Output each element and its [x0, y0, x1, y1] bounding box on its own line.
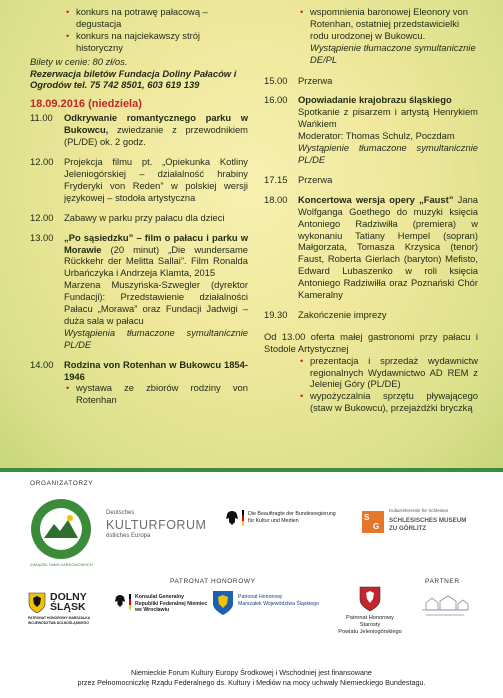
event-time: 15.00 — [264, 74, 288, 86]
partner-logo — [418, 592, 470, 622]
event-row — [30, 112, 248, 148]
starosta-line: Starosty — [359, 622, 381, 628]
museum-city: ZU GÖRLITZ — [389, 525, 427, 532]
dolny-slask-crest-icon — [28, 592, 46, 614]
event-row — [264, 174, 478, 186]
kulturforum-sub: östliches Europa — [106, 533, 151, 539]
kulturforum-logo — [106, 510, 210, 539]
event-time: 17.15 — [264, 173, 288, 185]
partner-heading: PARTNER — [425, 578, 460, 585]
event-time: 19.30 — [264, 308, 288, 320]
beauftragte-line: für Kultur und Medien — [248, 518, 299, 524]
konsulat-line: Republiki Federalnej Niemiec — [135, 600, 208, 607]
starosta-line: Patronat Honorowy — [346, 615, 394, 621]
dolny-slask-name — [50, 592, 87, 612]
list-item: • prezentacja i sprzedaż wydawnictw regionalnych Wydawnictwo AD REM z Jeleniej Góry (PL/DE) — [298, 355, 478, 391]
event-description: Zabawy w parku przy pałacu dla dzieci — [64, 211, 225, 223]
event-details: Jana Wolfganga Goethego do muzyki księcia Antoniego Radziwiłła (premiera) w wykonaniu Tatiany Hempel (sopran) Małgorzata, Tomasza Krzysica (tenor) Faust, Roberta Gierlach (baryton) Mefisto, Edward Lubaszenko w roli księcia Antoniego Radziwiłła oraz Poznański Chór Kameralny — [298, 193, 478, 301]
dolny-line: DOLNY — [50, 591, 87, 603]
starosta-text — [330, 615, 410, 636]
powiat-crest-icon — [359, 586, 381, 612]
event-description — [298, 94, 478, 165]
event-extra: Marzena Muszyńska-Szwegler (dyrektor Fundacji): Przedstawienie działalności Pałacu „Morawa” oraz Fundacji Jadwigi – duża sala w pałacu — [64, 279, 248, 326]
starosta-logo — [330, 586, 410, 636]
program-left-column — [30, 0, 248, 406]
event-row — [30, 359, 248, 407]
event-row — [264, 94, 478, 165]
kulturforum-name: KULTURFORUM — [106, 518, 207, 532]
event-row — [30, 156, 248, 204]
event-description — [64, 359, 248, 407]
food-intro: Od 13.00 oferta małej gastronomi przy pałacu i Stodole Artystycznej — [264, 330, 478, 354]
event-title: Koncertowa wersja opery „Faust” — [298, 193, 454, 205]
flag-stripe — [242, 510, 244, 526]
food-offer — [264, 331, 478, 414]
translation-note: Wystąpienie tłumaczone symultanicznie PL/DE — [298, 142, 478, 165]
event-row — [30, 212, 248, 224]
museum-name: SCHLESISCHES MUSEUM — [389, 517, 467, 524]
event-details: (20 minut) „Die wundersame Rückkehr der Melitta Sallai”. Film Ronalda Urbańczyka i Andrzeja Klamta, 2015 — [64, 243, 248, 279]
konsulat-text — [135, 594, 215, 614]
event-description: Projekcja filmu pt. „Opiekunka Kotliny Jeleniogórskiej – działalność hrabiny Fryderyki von Reden” w polskiej wersji językowej – stodoła artystyczna — [64, 156, 248, 203]
event-time: 13.00 — [30, 231, 54, 243]
event-description — [64, 112, 248, 148]
logos-section — [0, 472, 503, 698]
dolny-slask-patronage: PATRONAT HONOROWY MARSZAŁKA WOJEWÓDZTWA DOLNOŚLĄSKIEGO — [28, 616, 90, 625]
museum-referent: Kulturreferentin für Schlesien — [389, 508, 449, 513]
event-details: Spotkanie z pisarzem i artystą Henrykiem Wańkiem — [298, 106, 478, 130]
starosta-line: Powiatu Jeleniogórskiego — [338, 629, 402, 635]
museum-square-icon: S G — [362, 511, 384, 533]
konsulat-line: Konsulat Generalny — [135, 594, 185, 600]
event-time: 14.00 — [30, 358, 54, 370]
event-time: 18.00 — [264, 193, 288, 205]
event-details: zwiedzanie z przewodnikiem (PL/DE) ok. 2 godz. — [64, 124, 248, 148]
day-heading: 18.09.2016 (niedziela) — [30, 98, 142, 111]
funding-note — [0, 668, 503, 688]
contest-list — [64, 6, 248, 54]
marszalek-line: Patronat Honorowy — [238, 594, 283, 600]
translation-note: Wystąpienia tłumaczone symultanicznie PL/DE — [64, 326, 248, 350]
event-row — [264, 194, 478, 301]
event-moderator: Moderator: Thomas Schulz, Poczdam — [298, 130, 455, 142]
funding-line: przez Pełnomocniczkę Rządu Federalnego ds. Kultury i Mediów na mocy uchwały Niemieckiego Bundestagu. — [77, 678, 426, 687]
event-description: Zakończenie imprezy — [298, 308, 387, 320]
konsulat-line: we Wrocławiu — [135, 607, 170, 614]
beauftragte-line: Die Beauftragte der Bundesregierung — [248, 511, 336, 517]
event-row — [30, 232, 248, 351]
zwiazek-gmin-logo — [30, 498, 93, 567]
marszalek-text — [238, 594, 330, 608]
flag-stripe — [129, 594, 131, 610]
event-time: 11.00 — [30, 112, 53, 124]
organizers-heading: ORGANIZATORZY — [30, 480, 94, 487]
slaski-crest-icon — [212, 590, 234, 616]
event-time: 16.00 — [264, 94, 288, 106]
zwiazek-emblem-icon — [30, 498, 92, 560]
list-item: • wystawa ze zbiorów rodziny von Rotenhan — [64, 382, 248, 406]
event-row — [264, 75, 478, 87]
list-item: • wypożyczalnia sprzętu pływającego (staw w Bukowcu), przejażdżki bryczką — [298, 390, 478, 414]
event-title: Odkrywanie romantycznego parku w Bukowcu, — [64, 112, 248, 136]
konsulat-eagle-icon — [114, 594, 126, 608]
reservation-info: Rezerwacja biletów Fundacja Doliny Pałaców i Ogrodów tel. 75 742 8501, 603 619 139 — [30, 67, 237, 91]
event-title: Opowiadanie krajobrazu śląskiego — [298, 94, 452, 106]
zwiazek-name: ZWIĄZEK GMIN KARKONOSKICH — [30, 562, 93, 567]
ticket-price: Bilety w cenie: 80 zł/os. — [30, 55, 128, 67]
event-description: Przerwa — [298, 173, 333, 185]
patronage-heading: PATRONAT HONOROWY — [170, 578, 256, 585]
event-description — [64, 232, 248, 351]
continuation — [298, 6, 478, 66]
federal-eagle-icon — [225, 510, 239, 526]
event-title: „Po sąsiedzku” – film o pałacu i parku w Morawie — [64, 231, 248, 255]
beauftragte-text — [248, 511, 356, 525]
translation-note: Wystąpienie tłumaczone symultanicznie DE/PL — [310, 41, 476, 65]
event-title: Rodzina von Rotenhan w Bukowcu 1854-1946 — [64, 358, 248, 382]
list-item: • wspomnienia baronowej Eleonory von Rotenhan, ostatniej przedstawicielki rodu urodzonej w Bukowcu. — [298, 6, 478, 42]
event-time: 12.00 — [30, 156, 54, 168]
event-row — [264, 309, 478, 321]
program-right-column — [264, 0, 478, 414]
partner-emblem-icon — [418, 592, 470, 622]
event-description — [298, 194, 478, 301]
marszalek-line: Marszałek Województwa Śląskiego — [238, 601, 319, 607]
funding-line: Niemieckie Forum Kultury Europy Środkowej i Wschodniej jest finansowane — [131, 668, 372, 677]
dolny-line: ŚLĄSK — [50, 601, 86, 613]
list-item: • konkurs na potrawę pałacową – degustacja — [64, 6, 248, 30]
event-time: 12.00 — [30, 211, 54, 223]
list-item: • konkurs na najciekawszy strój historyczny — [64, 30, 248, 54]
kulturforum-small: Deutsches — [106, 510, 135, 516]
event-description: Przerwa — [298, 74, 333, 86]
